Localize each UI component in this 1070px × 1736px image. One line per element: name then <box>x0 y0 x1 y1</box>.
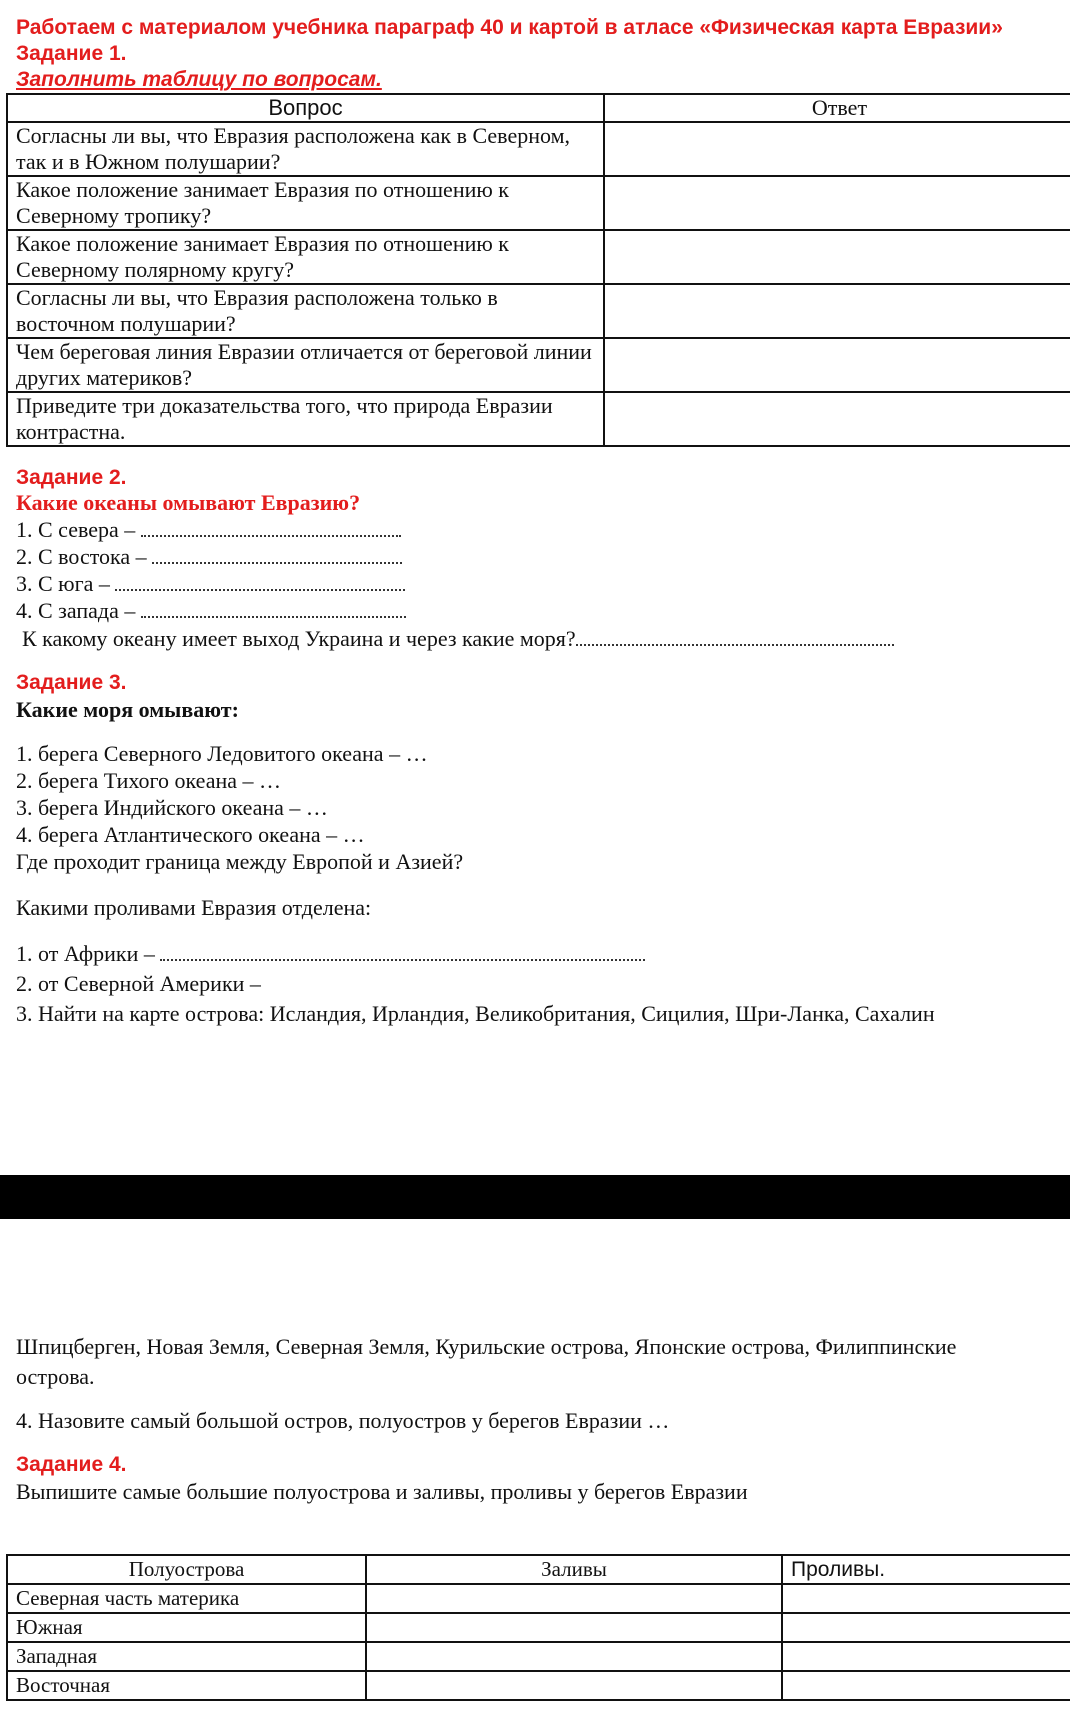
answer-cell[interactable] <box>366 1613 782 1642</box>
seas-item: 4. берега Атлантического океана – … <box>16 822 365 847</box>
answer-blank[interactable] <box>152 562 402 564</box>
task1-instruction: Заполнить таблицу по вопросам. <box>16 68 382 91</box>
answer-blank[interactable] <box>141 535 401 537</box>
table-row <box>7 1642 1070 1671</box>
answer-cell[interactable] <box>782 1584 1070 1613</box>
region-cell: Восточная <box>7 1671 366 1700</box>
answer-blank[interactable] <box>115 589 405 591</box>
ocean-north-item: 1. С севера – <box>16 517 401 543</box>
ocean-south-item: 3. С юга – <box>16 571 405 597</box>
answer-cell[interactable] <box>604 284 1070 338</box>
table-header-row <box>7 1555 1070 1584</box>
answer-blank[interactable] <box>160 959 645 961</box>
answer-cell[interactable] <box>604 122 1070 176</box>
question-cell: Чем береговая линия Евразии отличается от береговой линии других материков? <box>7 338 604 392</box>
table-row <box>7 392 1070 446</box>
answer-cell[interactable] <box>366 1584 782 1613</box>
answer-blank[interactable] <box>141 616 406 618</box>
largest-island-question: 4. Назовите самый большой остров, полуостров у берегов Евразии … <box>16 1408 670 1433</box>
seas-item: 3. берега Индийского океана – … <box>16 795 328 820</box>
answer-blank[interactable] <box>576 644 894 646</box>
task1-heading: Задание 1. <box>16 42 127 65</box>
question-cell: Согласны ли вы, что Евразия расположена как в Северном, так и в Южном полушарии? <box>7 122 604 176</box>
task4-heading: Задание 4. <box>16 1453 127 1476</box>
table-header-row <box>7 94 1070 122</box>
column-header-answer: Ответ <box>604 94 1070 122</box>
islands-continued-end: острова. <box>16 1364 95 1389</box>
column-header-straits: Проливы. <box>782 1555 1070 1584</box>
question-cell: Приведите три доказательства того, что природа Евразии контрастна. <box>7 392 604 446</box>
ocean-west-item: 4. С запада – <box>16 598 406 624</box>
questions-table <box>6 93 1070 447</box>
table-row <box>7 176 1070 230</box>
task2-heading: Задание 2. <box>16 466 127 489</box>
islands-item: 3. Найти на карте острова: Исландия, Ирландия, Великобритания, Сицилия, Шри-Ланка, Сахалин <box>16 1001 935 1026</box>
column-header-question: Вопрос <box>7 94 604 122</box>
question-cell: Какое положение занимает Евразия по отношению к Северному полярному кругу? <box>7 230 604 284</box>
seas-item: 1. берега Северного Ледовитого океана – … <box>16 741 428 766</box>
table-row <box>7 284 1070 338</box>
islands-continued-line: Шпицберген, Новая Земля, Северная Земля, Курильские острова, Японские острова, Филиппинские <box>16 1334 957 1359</box>
table-row <box>7 338 1070 392</box>
answer-cell[interactable] <box>782 1613 1070 1642</box>
answer-cell[interactable] <box>604 230 1070 284</box>
answer-cell[interactable] <box>604 338 1070 392</box>
page-title: Работаем с материалом учебника параграф 40 и картой в атласе «Физическая карта Евразии» <box>16 16 1003 39</box>
answer-cell[interactable] <box>604 176 1070 230</box>
task3-subheading: Какие моря омывают: <box>16 697 239 722</box>
table-row <box>7 1613 1070 1642</box>
column-header-bays: Заливы <box>366 1555 782 1584</box>
region-cell: Южная <box>7 1613 366 1642</box>
task4-instruction: Выпишите самые большие полуострова и заливы, проливы у берегов Евразии <box>16 1479 748 1504</box>
task3-heading: Задание 3. <box>16 671 127 694</box>
region-cell: Северная часть материка <box>7 1584 366 1613</box>
ukraine-question: К какому океану имеет выход Украина и через какие моря? <box>22 626 894 652</box>
region-cell: Западная <box>7 1642 366 1671</box>
straits-question: Какими проливами Евразия отделена: <box>16 895 372 920</box>
answer-cell[interactable] <box>366 1642 782 1671</box>
question-cell: Согласны ли вы, что Евразия расположена только в восточном полушарии? <box>7 284 604 338</box>
question-cell: Какое положение занимает Евразия по отношению к Северному тропику? <box>7 176 604 230</box>
peninsulas-table <box>6 1554 1070 1701</box>
answer-cell[interactable] <box>366 1671 782 1700</box>
table-row <box>7 122 1070 176</box>
answer-cell[interactable] <box>782 1671 1070 1700</box>
strait-america-item: 2. от Северной Америки – <box>16 971 261 996</box>
answer-cell[interactable] <box>604 392 1070 446</box>
seas-item: 2. берега Тихого океана – … <box>16 768 281 793</box>
border-question: Где проходит граница между Европой и Азией? <box>16 849 464 874</box>
ocean-east-item: 2. С востока – <box>16 544 402 570</box>
table-row <box>7 1584 1070 1613</box>
column-header-peninsulas: Полуострова <box>7 1555 366 1584</box>
answer-cell[interactable] <box>782 1642 1070 1671</box>
table-row <box>7 230 1070 284</box>
strait-africa-item: 1. от Африки – <box>16 941 645 967</box>
task2-question: Какие океаны омывают Евразию? <box>16 490 361 515</box>
table-row <box>7 1671 1070 1700</box>
black-divider-band <box>0 1175 1070 1219</box>
